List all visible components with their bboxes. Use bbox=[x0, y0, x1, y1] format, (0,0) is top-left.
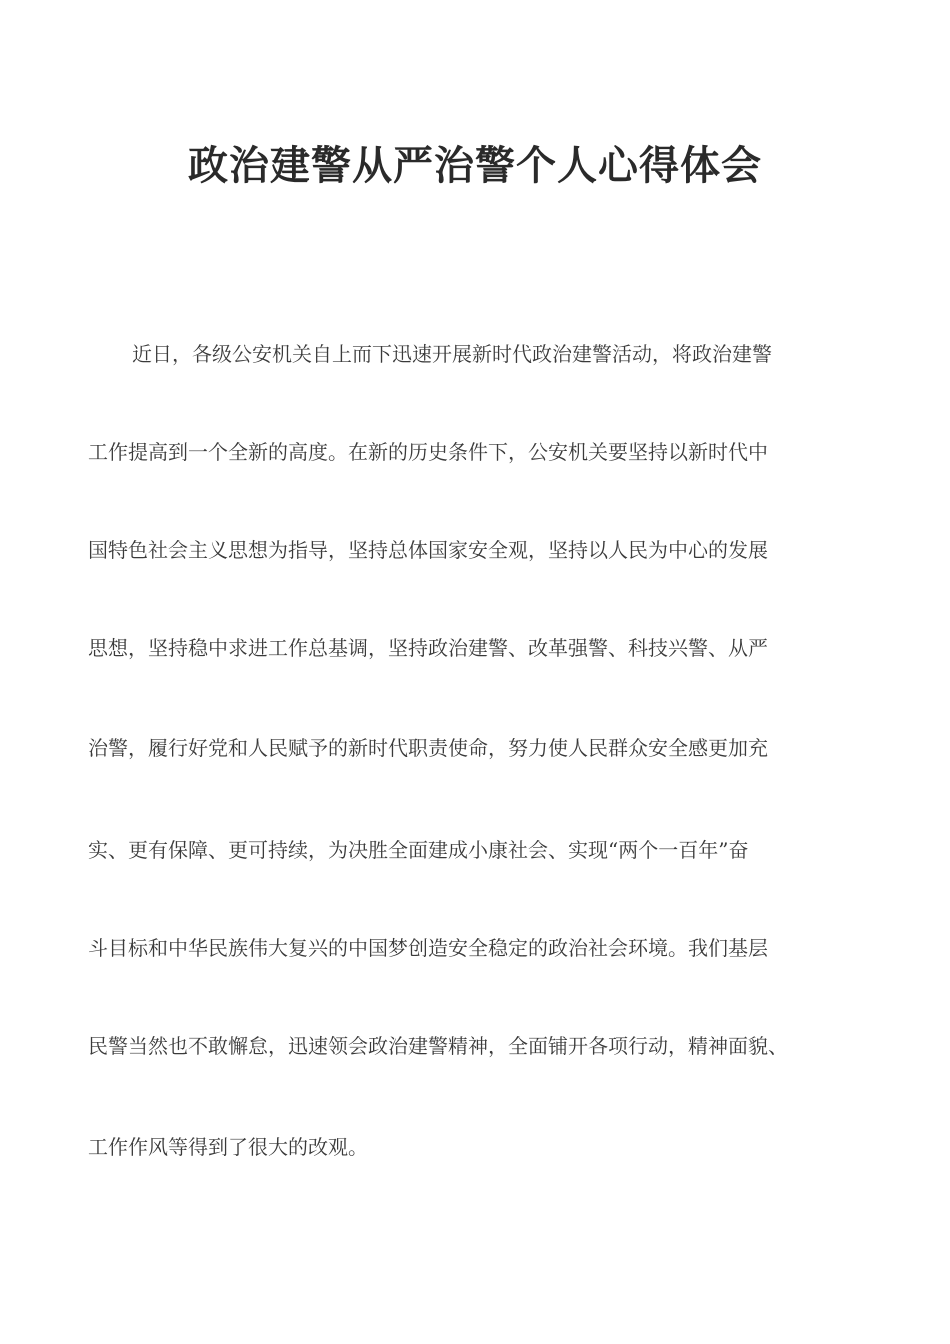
paragraph-line: 近日，各级公安机关自上而下迅速开展新时代政治建警活动，将政治建警 bbox=[132, 342, 772, 366]
paragraph-line: 思想，坚持稳中求进工作总基调，坚持政治建警、改革强警、科技兴警、从严 bbox=[88, 636, 768, 660]
paragraph-line: 民警当然也不敢懈怠，迅速领会政治建警精神，全面铺开各项行动，精神面貌、 bbox=[88, 1034, 788, 1058]
document-title: 政治建警从严治警个人心得体会 bbox=[188, 142, 762, 189]
paragraph-line: 实、更有保障、更可持续，为决胜全面建成小康社会、实现“两个一百年”奋 bbox=[88, 838, 749, 862]
paragraph-line: 国特色社会主义思想为指导，坚持总体国家安全观，坚持以人民为中心的发展 bbox=[88, 538, 768, 562]
paragraph-line: 治警，履行好党和人民赋予的新时代职责使命，努力使人民群众安全感更加充 bbox=[88, 736, 768, 760]
paragraph-line: 斗目标和中华民族伟大复兴的中国梦创造安全稳定的政治社会环境。我们基层 bbox=[88, 936, 768, 960]
paragraph-line: 工作作风等得到了很大的改观。 bbox=[88, 1135, 368, 1159]
paragraph-line: 工作提高到一个全新的高度。在新的历史条件下，公安机关要坚持以新时代中 bbox=[88, 440, 768, 464]
